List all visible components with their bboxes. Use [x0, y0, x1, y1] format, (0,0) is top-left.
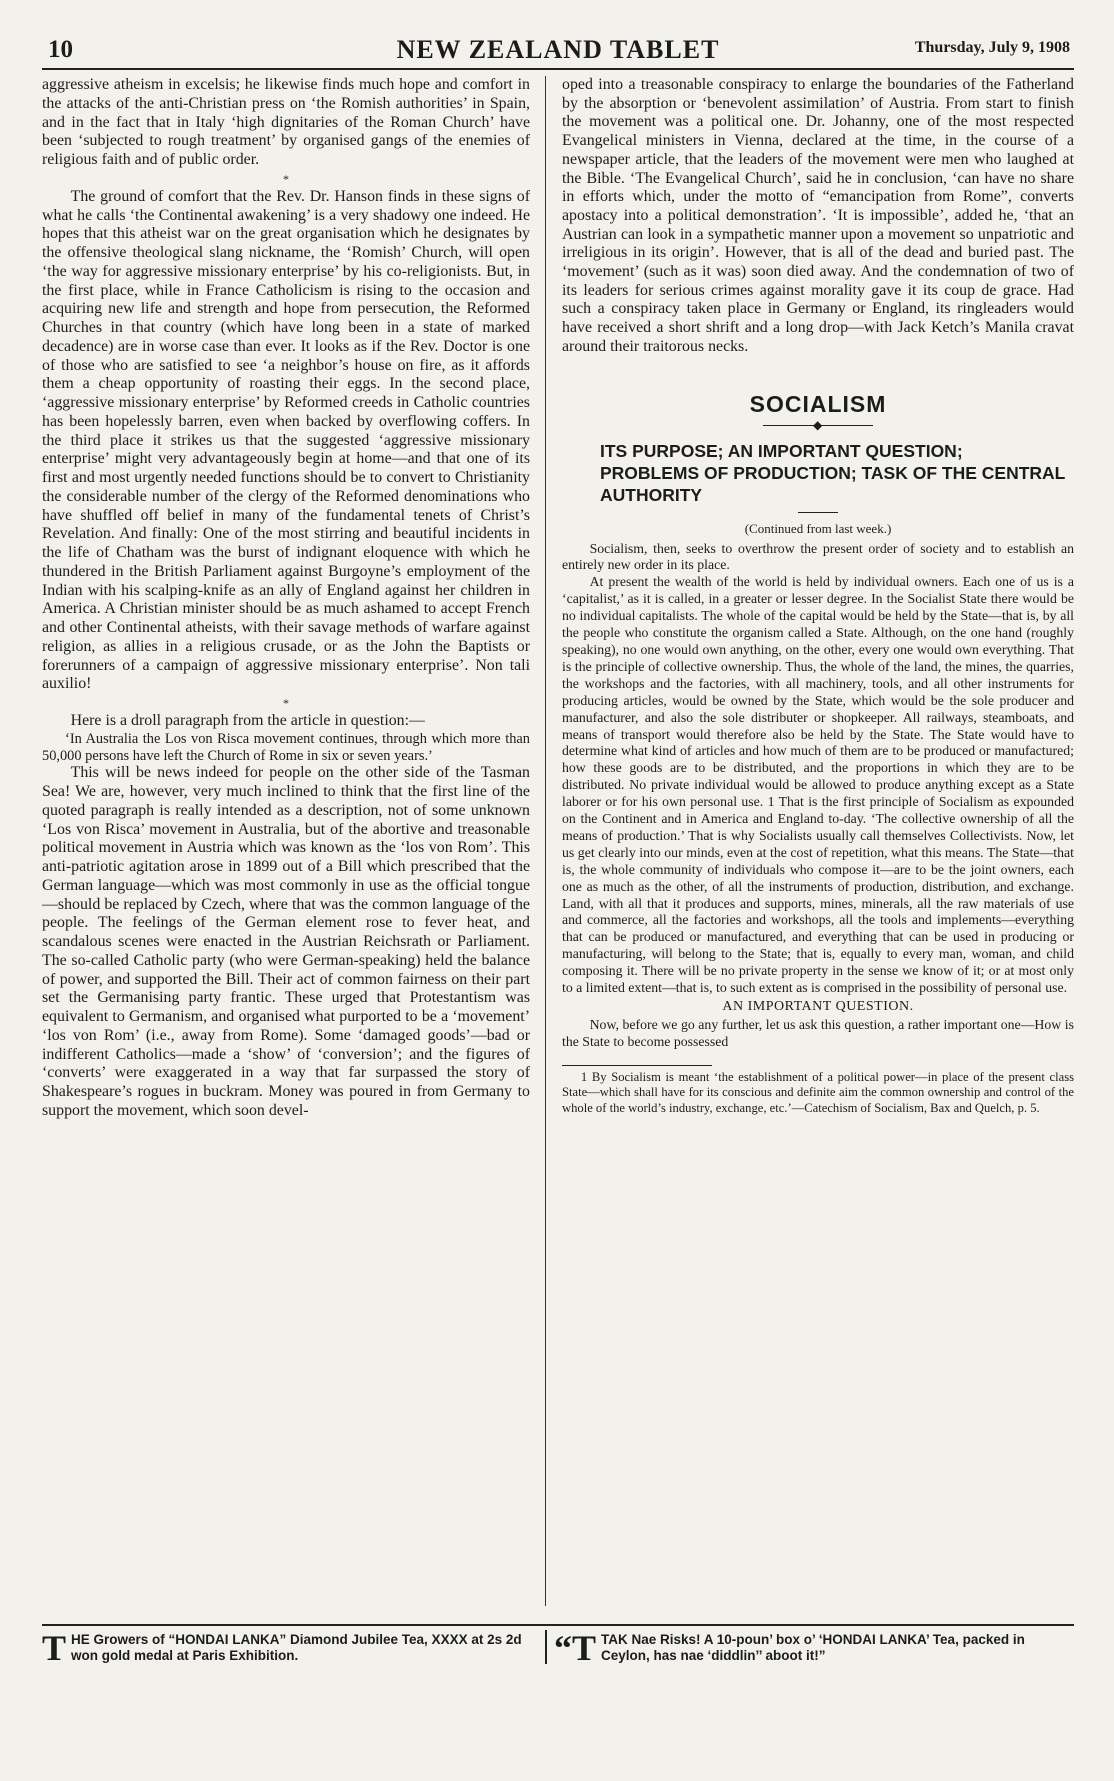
drop-cap: T: [42, 1628, 67, 1668]
short-rule: [798, 512, 838, 513]
continuation-paragraph: oped into a treasonable conspiracy to enlarge the boundaries of the Fatherland by the absorption or ‘benevolent assimilation’ of Austria. From start to finish the movement was a political one. Dr. Johanny, one of the most respected Evangelical ministers in Vienna, declared at the time, in the course of a newspaper article, that the leaders of the movement were men who laughed at the Bible. ‘The Evangelical Church’, said he in conclusion, ‘can have no share in efforts which, under the motto of “emancipation from Rome”, converts apostacy into a political demonstration’. ‘It is impossible’, added he, ‘that an Austrian can look in a sympathetic manner upon a movement so unpatriotic and irreligious in its origin’. However, that is all of the dead and buried past. The ‘movement’ (such as it was) soon died away. And the condemnation of two of its leaders for serious crimes against morality gave it its coup de grace. Had such a conspiracy taken place in Germany or England, its ringleaders would have received a short shrift and a long drop—with Jack Ketch’s Manila cravat around their traitorous necks.: [562, 76, 1074, 355]
columns: [42, 76, 1074, 1606]
subsection-heading: AN IMPORTANT QUESTION.: [722, 999, 914, 1015]
socialism-paragraph: Now, before we go any further, let us ask this question, a rather important one—How is the State to become possessed: [562, 1017, 1074, 1049]
column-divider: [545, 76, 546, 1606]
footnote: 1 By Socialism is meant ‘the establishment of a political power—in place of the present class State—which shall have for its conscious and definite aim the common ownership and control of the whole of the world’s industry, exchange, etc.’—Catechism of Socialism, Bax and Quelch, p. 5.: [562, 1069, 1074, 1115]
paragraph-droll-intro: Here is a droll paragraph from the article in question:—: [70, 712, 425, 729]
section-title-socialism: SOCIALISM: [749, 390, 887, 417]
advert-hondai-lanka-left: [42, 1628, 530, 1668]
socialism-paragraph: At present the wealth of the world is held by individual owners. Each one of us is a ‘capitalist,’ as it is called, in a greater or lesser degree. In the Socialist State there would be no individual capitalists. The whole of the capital would be held by the State—that is, by all the people who constitute the organism called a State. Although, on the one hand (roughly speaking), no one would own anything, on the other, every one would own everything. That is the principle of collective ownership. Thus, the whole of the land, the mines, the quarries, the workshops and the factories, with all machinery, tools, and all other instruments for producing articles, would be owned by the State, which would be the sole producer and manufacturer, and also the sole distributer or shopkeeper. All railways, steamboats, and means of transport would therefore also be held by the State. The State would have to determine what kind of articles and how much of them are to be produced or manufactured; how these goods are to be distributed, and the proportions in which they are to be distributed. No private individual would be allowed to produce anything except as a State laborer or for his own personal use. 1 That is the first principle of Socialism as expounded on the Continent and in America and England to-day. ‘The collective ownership of all the means of production.’ That is why Socialists usually call themselves Collectivists. Now, let us get clearly into our minds, even at the cost of repetition, what this means. The State—that is, the whole community of individuals who compose it—are to be the joint owners, each one as much as the other, of all the instruments of production, distribution, and exchange. Land, with all that it produces and supports, mines, minerals, all the raw materials of use and commerce, all the factories and workshops, all the tools and implements—everything that can be produced or manufactured, and everything that can be used in producing or manufacturing, will belong to the State; that is, equally to every man, woman, and child composing it. There will be no private property in the sense we know of it; or at most only to a limited extent—that is, to such extent as is comprised in the possibility of personal use.: [562, 574, 1074, 996]
article-subhead: ITS PURPOSE; AN IMPORTANT QUESTION; PROBLEMS OF PRODUCTION; TASK OF THE CENTRAL AUTHORITY: [600, 440, 1066, 505]
masthead: [42, 28, 1074, 70]
issue-date: Thursday, July 9, 1908: [914, 39, 1070, 56]
drop-cap: “T: [554, 1628, 597, 1668]
advertisement-strip: [42, 1624, 1074, 1676]
publication-title: NEW ZEALAND TABLET: [396, 35, 720, 64]
continued-note: (Continued from last week.): [744, 520, 892, 536]
socialism-paragraph: Socialism, then, seeks to overthrow the present order of society and to establish an entirely new order in its place.: [562, 540, 1074, 573]
page-number: 10: [48, 36, 73, 63]
star-separator: *: [283, 696, 289, 710]
left-column: [42, 76, 530, 1606]
paragraph-atheism: aggressive atheism in excelsis; he likewise finds much hope and comfort in the attacks of the anti-Christian press on ‘the Romish authorities’ in Spain, and in the fact that in Italy ‘high dignitaries of the Roman Church’ have been ‘subjected to rough treatment’ by organised gangs of the enemies of religious faith and of public order.: [42, 76, 530, 168]
star-separator: *: [283, 171, 289, 186]
paragraph-hanson: The ground of comfort that the Rev. Dr. Hanson finds in these signs of what he calls ‘the Continental awakening’ is a very shadowy one indeed. He hopes that this atheist war on the great organisation which he designates by the offensive theological slang nickname, the ‘Romish’ Church, will open ‘the way for aggressive missionary enterprise’ by his co-religionists. But, in the first place, while in France Catholicism is rising to the occasion and acquiring new life and strength and hope from persecution, the Reformed Churches in that country (which have long been in a state of marked decadence) are in worse case than ever. It looks as if the Rev. Doctor is one of those who are satisfied to see ‘a neighbor’s house on fire, as it affords them a cheap opportunity of roasting their eggs. In the second place, ‘aggressive missionary enterprise’ by Reformed creeds in Catholic countries has been hopelessly barren, even when backed by overflowing coffers. In the third place it strikes us that the suggested ‘aggressive missionary enterprise’ might very advantageously begin at home—and that one of its first and most urgently needed functions should be to convert to Christianity the considerable number of the clergy of the Reformed denominations who have shuffled off belief in many of the fundamental tenets of Christ’s Revelation. And finally: One of the most stirring and beautiful incidents in the life of Chatham was the burst of indignant eloquence with which he thundered in the British Parliament against Burgoyne’s employment of the Indian with his scalping-knife as an ally of England against her children in America. A Christian minister should be as much ashamed to accept French and other Continental atheists, with their savage methods of warfare against religion, as allies in a religious crusade, or as the John the Baptists or forerunners of a campaign of aggressive missionary enterprise’. Non tali auxilio!: [42, 187, 530, 693]
right-column: [562, 76, 1074, 1606]
advert-text: HE Growers of “HONDAI LANKA” Diamond Jubilee Tea, XXXX at 2s 2d won gold medal at Paris Exhibition.: [71, 1632, 522, 1663]
advert-text: TAK Nae Risks! A 10-poun’ box o’ ‘HONDAI LANKA’ Tea, packed in Ceylon, has nae ‘diddlin’’ aboot it!”: [601, 1632, 1025, 1663]
paragraph-los-von-rom: This will be news indeed for people on the other side of the Tasman Sea! We are, however, very much inclined to think that the first line of the quoted paragraph is really intended as a description, not of some unknown ‘Los von Risca’ movement in Australia, but of the abortive and treasonable political movement in Austria which was known as the ‘los von Rom’. This anti-patriotic agitation arose in 1899 out of a Bill which prescribed that the German language—which was most commonly in use as the official tongue—should be replaced by Czech, where that was the common language of the people. The feelings of the German element rose to fever heat, and scandalous scenes were enacted in the Austrian Reichsrath or Parliament. The so-called Catholic party (who were German-speaking) held the balance of power, and supported the Bill. Their act of common fairness on their part set the Germanising party frantic. These urged that Protestantism was equivalent to Germanism, and organised what purported to be a ‘movement’ ‘los von Rom’ (i.e., away from Rome). Some ‘damaged goods’—bad or indifferent Catholics—made a ‘show’ of ‘conversion’; and the figures of ‘converts’ were exaggerated in a way that far surpassed the story of Shakespeare’s rogues in buckram. Money was poured in from Germany to support the movement, which soon devel-: [42, 764, 530, 1119]
footnote-rule: [562, 1065, 712, 1066]
advert-hondai-lanka-right: [554, 1628, 1074, 1668]
diamond-icon: ◆: [813, 417, 823, 432]
quoted-paragraph: ‘In Australia the Los von Risca movement continues, through which more than 50,000 persons have left the Church of Rome in six or seven years.’: [42, 730, 530, 764]
advert-divider: [545, 1630, 547, 1664]
diamond-rule: [763, 417, 873, 432]
